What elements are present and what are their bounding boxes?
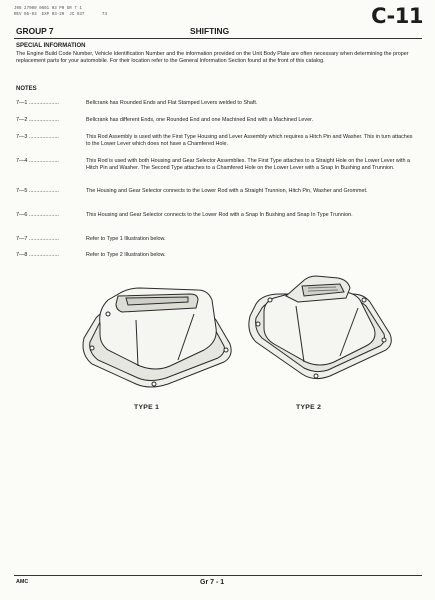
footer-publisher: AMC: [16, 579, 29, 585]
note-number: 7—6 ....................: [16, 212, 59, 218]
type-1-caption: TYPE 1: [134, 404, 160, 411]
type-2-caption: TYPE 2: [296, 404, 322, 411]
note-item: [16, 158, 416, 172]
note-number: 7—3 ....................: [16, 134, 59, 140]
note-text: The Housing and Gear Selector connects to the Lower Rod with a Straight Trunnion, Hitch Pin, Washer and Grommet.: [86, 188, 368, 194]
reference-code: [14, 6, 107, 18]
special-information-heading: SPECIAL INFORMATION: [16, 43, 86, 49]
note-text: This Housing and Gear Selector connects to the Lower Rod with a Snap In Bushing and Snap In Type Trunnion.: [86, 212, 353, 218]
note-number: 7—5 ....................: [16, 188, 59, 194]
note-item: [16, 100, 416, 107]
section-code: C-11: [371, 4, 423, 28]
type-2-shifter-housing-illustration: [246, 272, 396, 384]
type-1-shifter-housing-illustration: [78, 280, 238, 390]
note-item: [16, 252, 416, 259]
note-number: 7—8 ....................: [16, 252, 59, 258]
note-text: Bellcrank has Rounded Ends and Flat Stamped Levers welded to Shaft.: [86, 100, 258, 106]
page-title: SHIFTING: [190, 26, 230, 36]
note-item: [16, 188, 416, 195]
note-item: [16, 117, 416, 124]
special-information-text: The Engine Build Code Number, Vehicle Identification Number and the information provided on the Unit Body Plate are often necessary when determining the proper replacement parts for your automobile. For their location refer to the General Information Section found at the front of this catalog.: [16, 51, 409, 64]
note-item: [16, 236, 416, 243]
note-text: Refer to Type 1 Illustration below.: [86, 236, 166, 242]
note-number: 7—7 ....................: [16, 236, 59, 242]
note-text: This Rod is used with both Housing and Gear Selector Assemblies. The First Type attaches to a Straight Hole on the Lower Lever with a Hitch Pin and Washer. The Second Type attaches to a Chamfered Hole on the Lower Lever with a Snap In Bushing and Trunnion.: [86, 158, 411, 171]
footer-rule: [14, 575, 422, 576]
note-text: This Rod Assembly is used with the First Type Housing and Lever Assembly which requires a Hitch Pin and Washer. This in turn attaches to the Lower Lever which does not have a Chamfered Hole.: [86, 134, 413, 147]
reference-line-1: J08 27000 0601 03 P0 GR 7 1: [14, 7, 82, 11]
footer-page-number: Gr 7 - 1: [200, 579, 225, 586]
notes-heading: NOTES: [16, 86, 37, 92]
note-number: 7—2 ....................: [16, 117, 59, 123]
group-label: GROUP 7: [16, 26, 54, 36]
note-number: 7—1 ....................: [16, 100, 59, 106]
note-text: Bellcrank has different Ends, one Rounded End and one Machined End with a Machined Lever.: [86, 117, 314, 123]
header-rule: [14, 38, 422, 39]
reference-line-2: REV 05-03 EXP 03-20 JC 937 74: [14, 13, 107, 17]
note-item: [16, 212, 416, 219]
note-number: 7—4 ....................: [16, 158, 59, 164]
note-text: Refer to Type 2 Illustration below.: [86, 252, 166, 258]
note-item: [16, 134, 416, 148]
